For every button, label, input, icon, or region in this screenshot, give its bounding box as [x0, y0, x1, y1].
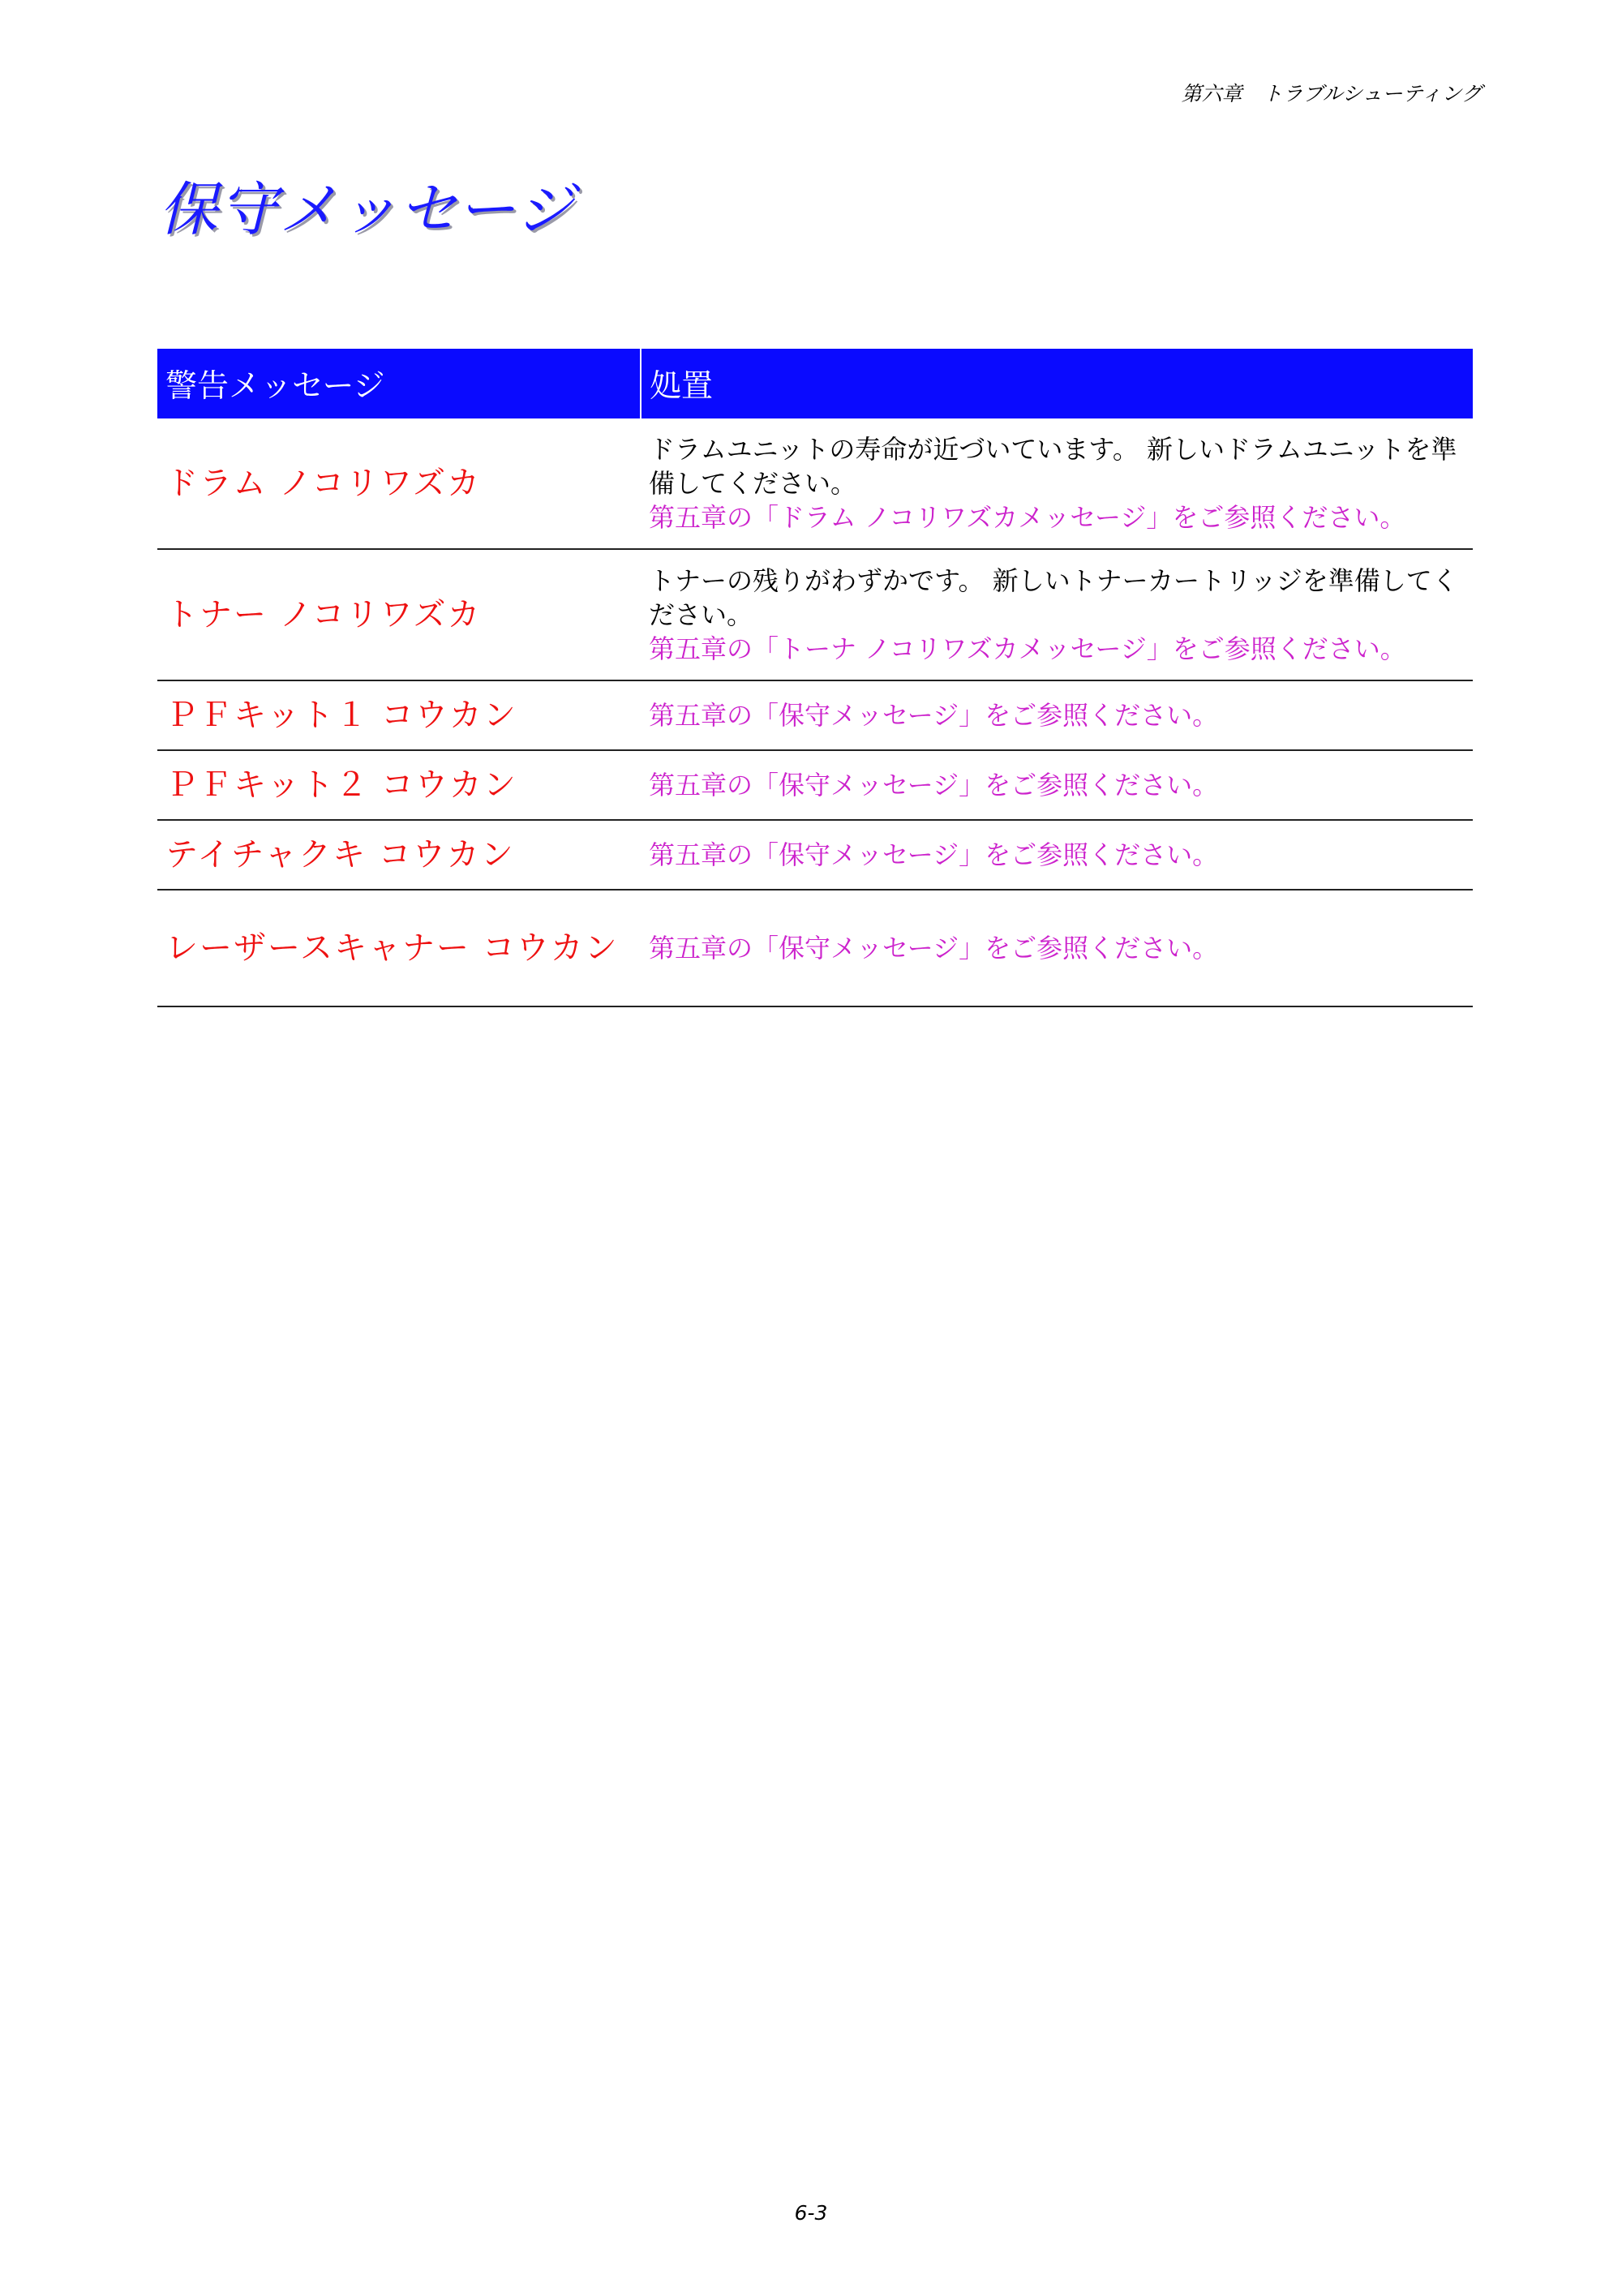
action-cell	[641, 820, 1473, 890]
page-title: 保守メッセージ	[159, 175, 576, 243]
table-header-row	[157, 349, 1473, 418]
table-row	[157, 820, 1473, 890]
warning-message: トナー ノコリワズカ	[157, 549, 641, 680]
chapter-header: 第六章 トラブルシューティング	[1181, 82, 1482, 105]
table-row	[157, 418, 1473, 549]
reference-text: 第五章の「ドラム ノコリワズカメッセージ」をご参照ください。	[649, 502, 1406, 533]
reference-text: 第五章の「保守メッセージ」をご参照ください。	[649, 933, 1219, 963]
reference-text: 第五章の「保守メッセージ」をご参照ください。	[649, 700, 1219, 731]
table-row	[157, 750, 1473, 820]
action-text: ドラムユニットの寿命が近づいています。 新しいドラムユニットを準備してください。	[649, 434, 1457, 499]
reference-text: 第五章の「トーナ ノコリワズカメッセージ」をご参照ください。	[649, 633, 1406, 664]
warning-message: テイチャクキ コウカン	[157, 820, 641, 890]
page-number: 6-3	[794, 2201, 828, 2225]
action-text: トナーの残りがわずかです。 新しいトナーカートリッジを準備してください。	[649, 565, 1458, 630]
column-header-action: 処置	[641, 349, 1473, 418]
action-cell	[641, 680, 1473, 750]
column-header-message: 警告メッセージ	[157, 349, 641, 418]
table-row	[157, 549, 1473, 680]
table-row	[157, 890, 1473, 1006]
table-row	[157, 680, 1473, 750]
warning-message: レーザースキャナー コウカン	[157, 890, 641, 1006]
action-cell	[641, 549, 1473, 680]
warning-message: ドラム ノコリワズカ	[157, 418, 641, 549]
warning-message: ＰＦキット２ コウカン	[157, 750, 641, 820]
action-cell	[641, 890, 1473, 1006]
action-cell	[641, 750, 1473, 820]
reference-text: 第五章の「保守メッセージ」をご参照ください。	[649, 839, 1219, 870]
warning-message: ＰＦキット１ コウカン	[157, 680, 641, 750]
action-cell	[641, 418, 1473, 549]
reference-text: 第五章の「保守メッセージ」をご参照ください。	[649, 770, 1219, 800]
maintenance-message-table	[157, 349, 1473, 1007]
